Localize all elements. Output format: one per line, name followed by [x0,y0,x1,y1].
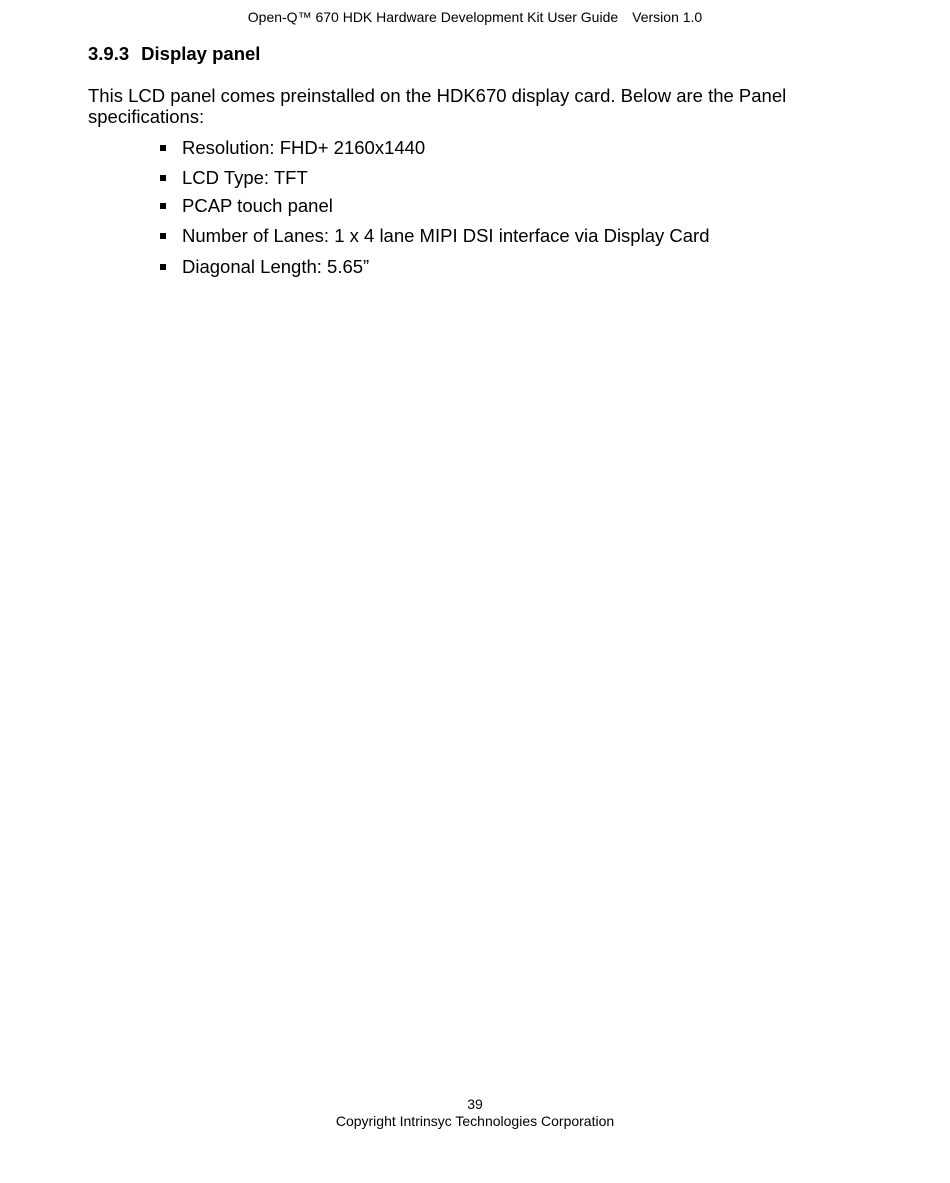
page-header [0,9,950,25]
document-title: Open-Q™ 670 HDK Hardware Development Kit User Guide [247,9,619,25]
spec-resolution: Resolution: FHD+ 2160x1440 [182,137,426,158]
page-footer [0,1096,950,1130]
spec-lcd-type: LCD Type: TFT [182,167,308,188]
bullet-icon [160,233,166,239]
page-number: 39 [467,1096,483,1112]
spec-touch-panel: PCAP touch panel [182,195,333,216]
intro-paragraph: This LCD panel comes preinstalled on the HDK670 display card. Below are the Panel specifications: [88,85,787,127]
bullet-icon [160,175,166,181]
section-number: 3.9.3 [88,43,130,64]
bullet-icon [160,203,166,209]
spec-lanes: Number of Lanes: 1 x 4 lane MIPI DSI interface via Display Card [182,225,710,246]
document-version: Version 1.0 [632,9,703,25]
spec-diagonal: Diagonal Length: 5.65” [182,256,370,277]
bullet-icon [160,145,166,151]
section-heading [88,43,260,65]
section-title: Display panel [141,43,261,64]
bullet-icon [160,264,166,270]
copyright-notice: Copyright Intrinsyc Technologies Corporation [335,1113,615,1129]
